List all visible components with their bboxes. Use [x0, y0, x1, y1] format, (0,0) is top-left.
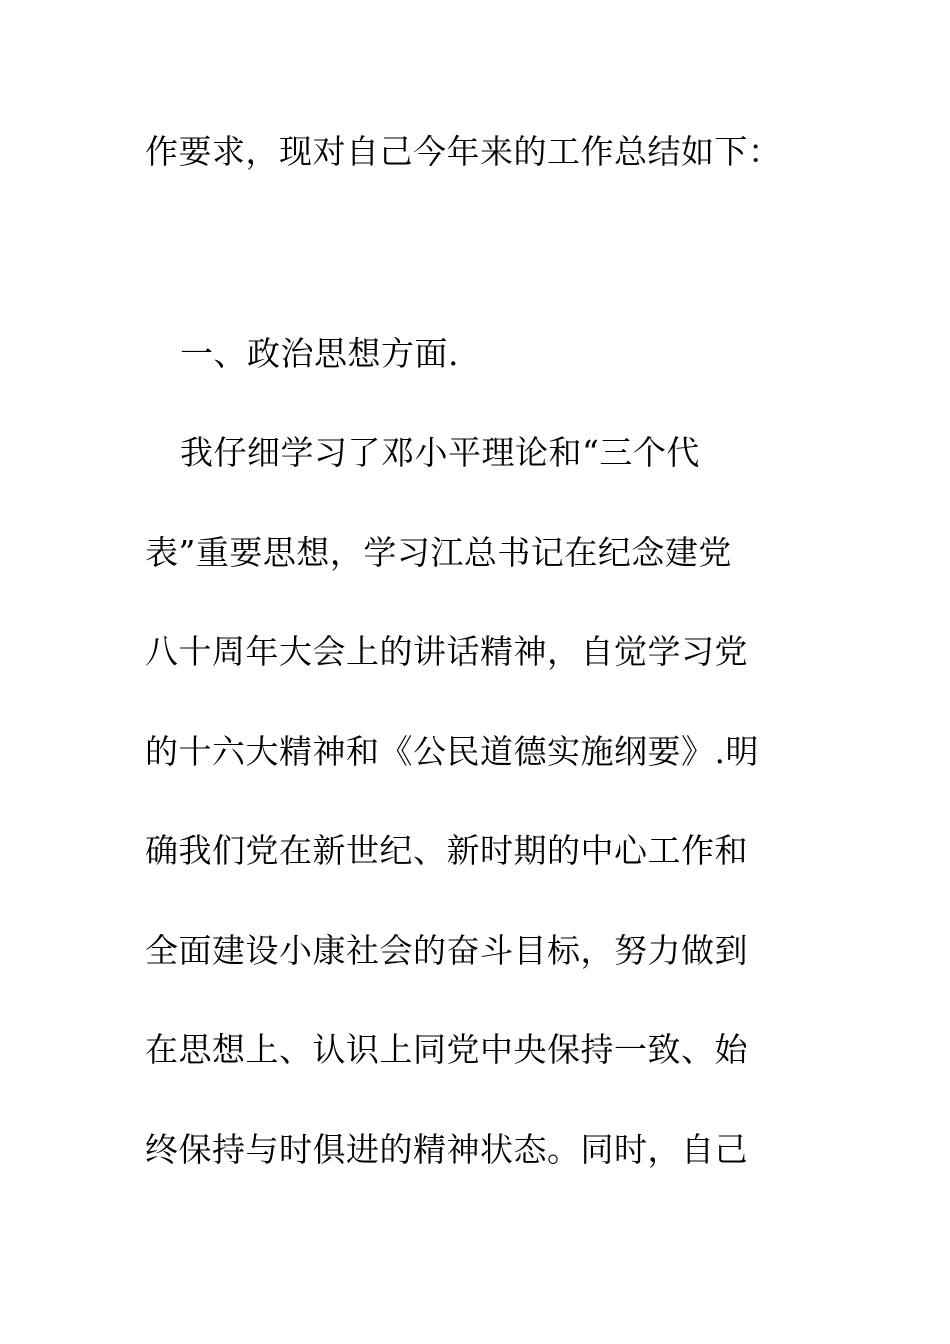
paragraph-line: 表”重要思想，学习江总书记在纪念建党: [145, 533, 732, 572]
paragraph-line: 八十周年大会上的讲话精神，自觉学习党: [145, 632, 748, 671]
paragraph-line: 我仔细学习了邓小平理论和“三个代: [180, 433, 700, 472]
paragraph-line: 的十六大精神和《公民道德实施纲要》.明: [145, 732, 759, 771]
section-heading: 一、政治思想方面.: [180, 334, 459, 373]
intro-line: 作要求，现对自己今年来的工作总结如下：: [145, 132, 782, 171]
paragraph-line: 全面建设小康社会的奋斗目标，努力做到: [145, 931, 748, 970]
paragraph-line: 终保持与时俱进的精神状态。同时，自己: [145, 1130, 748, 1169]
paragraph-line: 确我们党在新世纪、新时期的中心工作和: [145, 831, 748, 870]
paragraph-line: 在思想上、认识上同党中央保持一致、始: [145, 1030, 748, 1069]
